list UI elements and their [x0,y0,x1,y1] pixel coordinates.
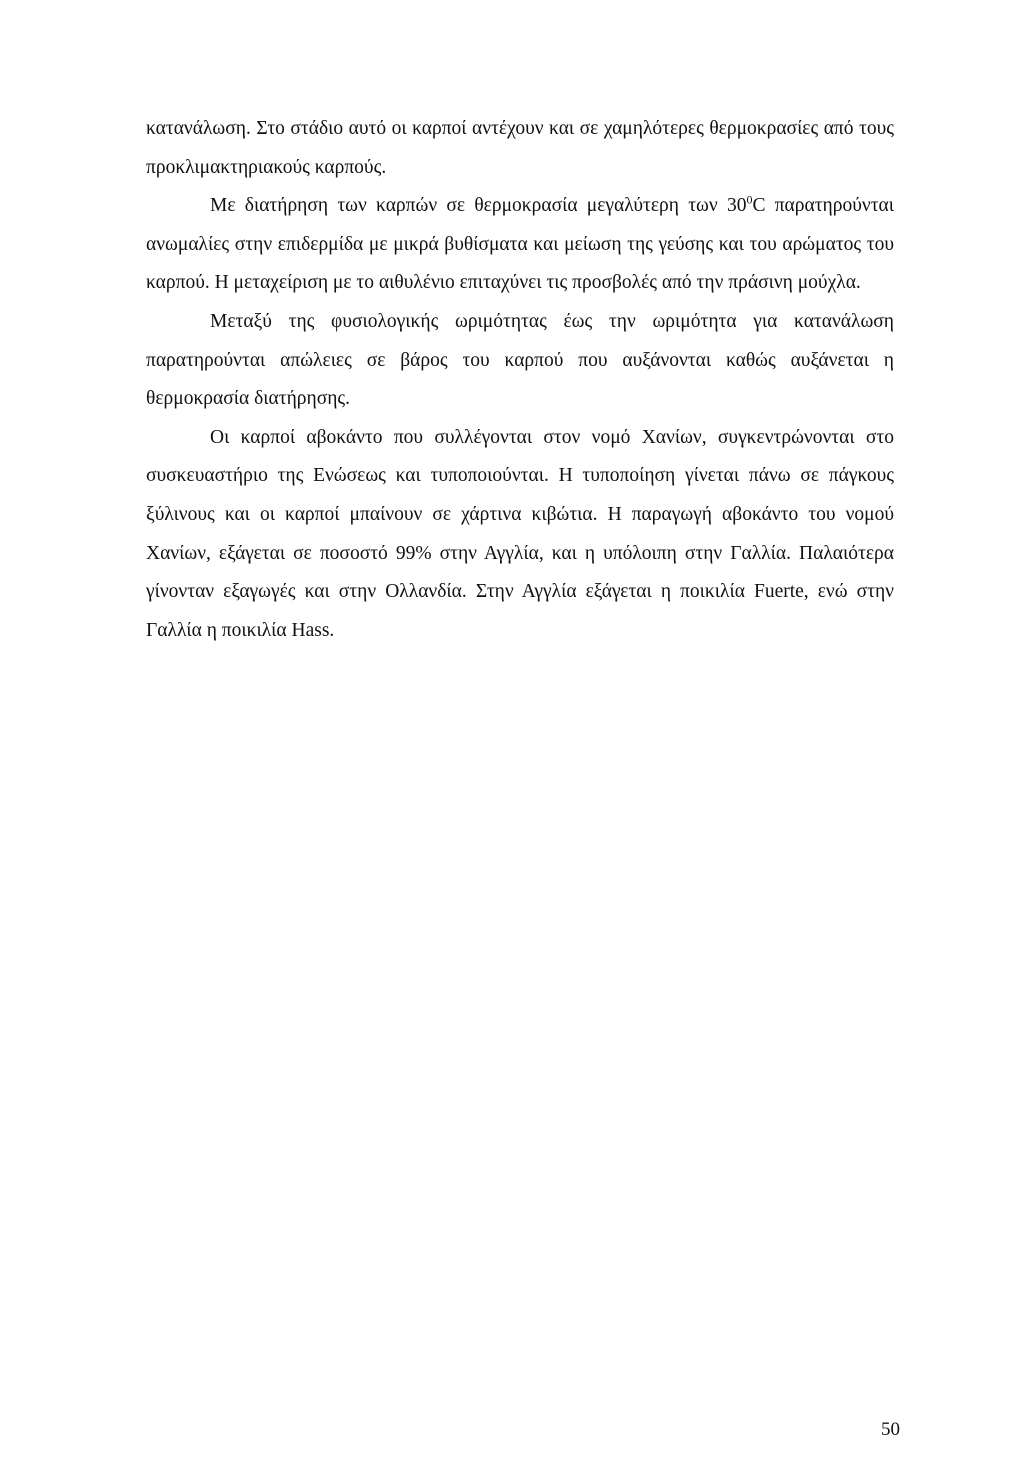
paragraph-2-text-before: Με διατήρηση των καρπών σε θερμοκρασία μεγαλύτερη των 30 [210,195,747,217]
page-number: 50 [881,1419,900,1440]
paragraph-1: κατανάλωση. Στο στάδιο αυτό οι καρποί αντέχουν και σε χαμηλότερες θερμοκρασίες από τους προκλιμακτηριακούς καρπούς. [146,118,894,178]
body-text [146,110,894,650]
paragraph-2-text-after: C παρατηρούνται ανωμαλίες στην επιδερμίδα με μικρά βυθίσματα και μείωση της γεύσης και του αρώματος του καρπού. Η μεταχείριση με το αιθυλένιο επιταχύνει τις προσβολές από την πράσινη μούχλα. [146,195,894,294]
paragraph-4: Οι καρποί αβοκάντο που συλλέγονται στον νομό Χανίων, συγκεντρώνονται στο συσκευαστήριο της Ενώσεως και τυποποιούνται. Η τυποποίηση γίνεται πάνω σε πάγκους ξύλινους και οι καρποί μπαίνουν σε χάρτινα κιβώτια. Η παραγωγή αβοκάντο του νομού Χανίων, εξάγεται σε ποσοστό 99% στην Αγγλία, και η υπόλοιπη στην Γαλλία. Παλαιότερα γίνονταν εξαγωγές και στην Ολλανδία. Στην Αγγλία εξάγεται η ποικιλία Fuerte, ενώ στην Γαλλία η ποικιλία Hass. [146,426,894,641]
degree-superscript: 0 [746,192,753,207]
paragraph-2 [146,187,894,303]
paragraph-3: Μεταξύ της φυσιολογικής ωριμότητας έως την ωριμότητα για κατανάλωση παρατηρούνται απώλειες σε βάρος του καρπού που αυξάνονται καθώς αυξάνεται η θερμοκρασία διατήρησης. [146,310,894,410]
